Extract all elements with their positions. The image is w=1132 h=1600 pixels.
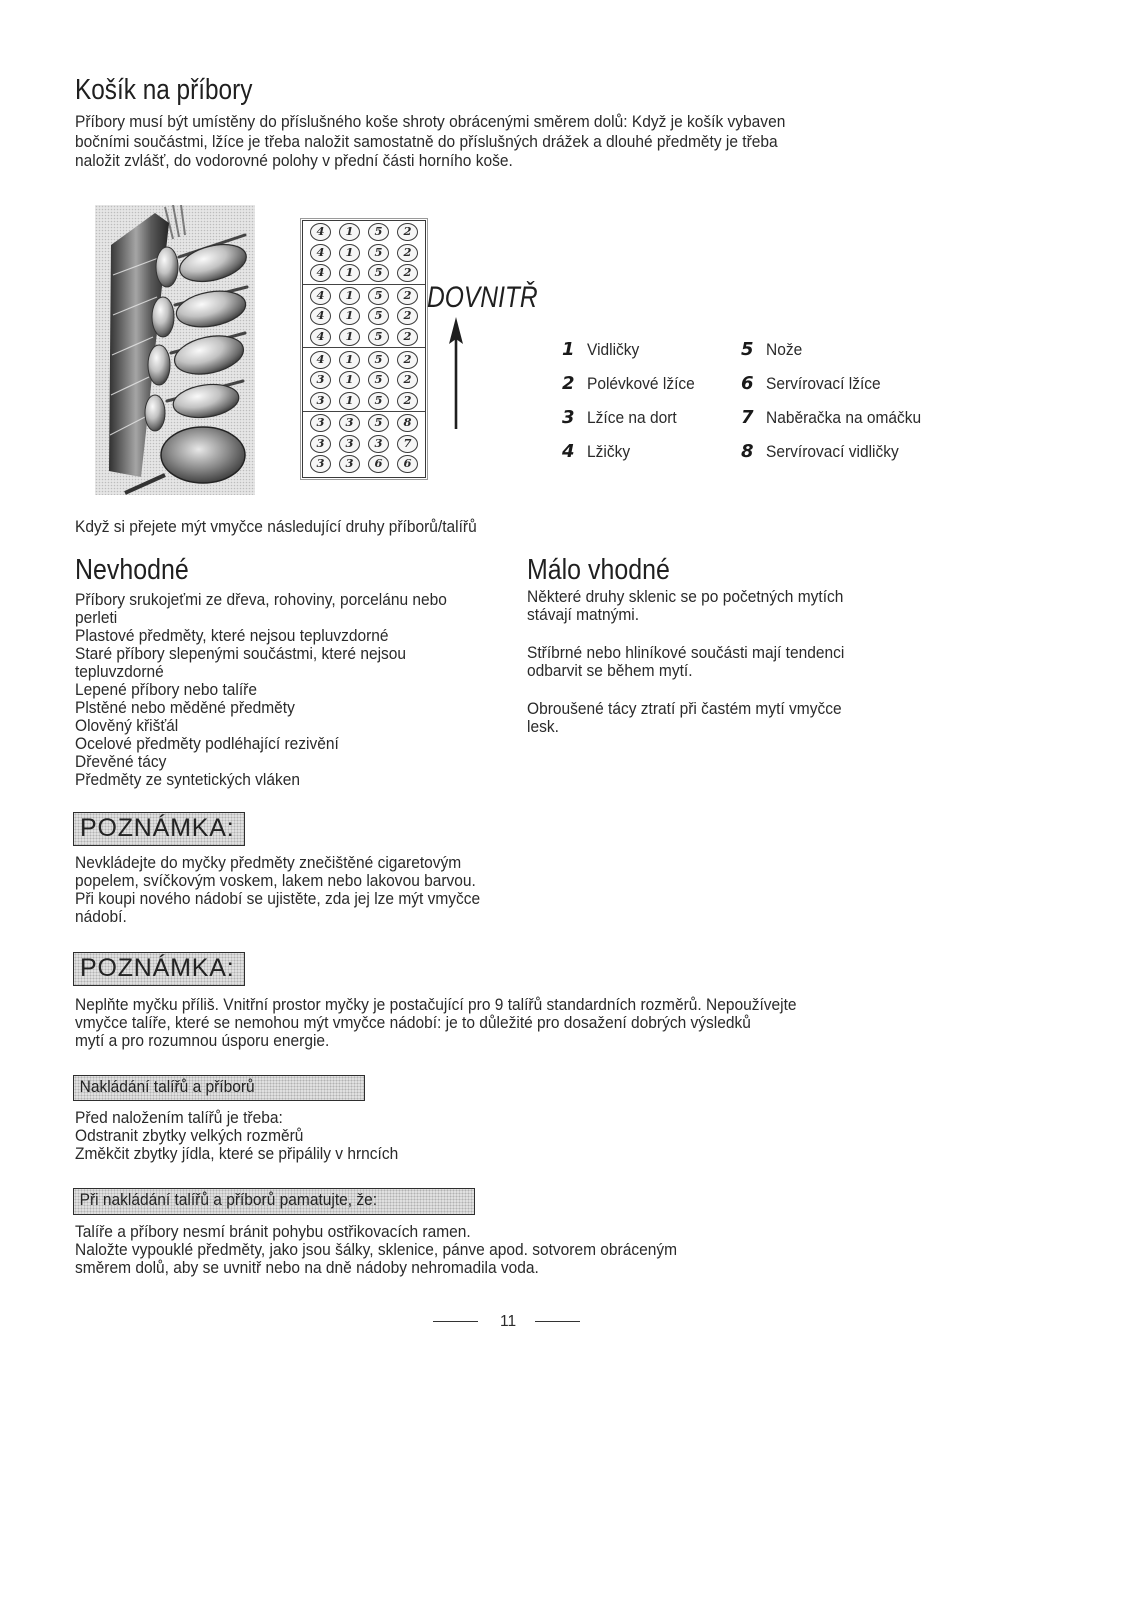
page-number-rule-right <box>535 1321 580 1322</box>
slot-number: 1 <box>339 392 360 410</box>
note-label: POZNÁMKA: <box>80 954 235 982</box>
note-line: Neplňte myčku příliš. Vnitřní prostor myčky je postačující pro 9 talířů standardních rozměrů. Nepoužívejte <box>75 996 797 1014</box>
slot-number: 5 <box>368 371 389 389</box>
intro-line: naložit zvlášť, do vodorovné polohy v přední části horního koše. <box>75 152 513 170</box>
cutlery-basket-photo <box>95 205 255 495</box>
slot-number: 3 <box>368 435 389 453</box>
slot-number: 3 <box>310 371 331 389</box>
legend-item <box>741 441 916 475</box>
note-line: popelem, svíčkovým voskem, lakem nebo lakovou barvou. <box>75 872 476 890</box>
grid-section <box>303 348 425 412</box>
slot-number: 2 <box>397 307 418 325</box>
grid-row <box>303 434 425 455</box>
slot-number: 4 <box>310 264 331 282</box>
unsuitable-list <box>75 591 447 789</box>
slot-number: 1 <box>339 328 360 346</box>
slot-number: 3 <box>310 455 331 473</box>
text-line: Obroušené tácy ztratí při častém mytí vmyčce <box>527 700 842 718</box>
slot-number: 4 <box>310 223 331 241</box>
legend-item <box>741 339 916 373</box>
text-line: Změkčit zbytky jídla, které se připálily v hrncích <box>75 1145 399 1163</box>
slot-number: 3 <box>339 435 360 453</box>
grid-row <box>303 349 425 370</box>
slot-number: 3 <box>310 392 331 410</box>
slot-number: 6 <box>368 455 389 473</box>
legend-item <box>562 441 737 475</box>
section-label-box <box>73 1188 475 1215</box>
unsuitable-item: perleti <box>75 609 118 627</box>
text-line: Stříbrné nebo hliníkové součásti mají tendenci <box>527 644 845 662</box>
legend-item <box>562 373 737 407</box>
slot-number: 4 <box>310 287 331 305</box>
grid-section <box>303 285 425 349</box>
less-suitable-paragraph <box>527 644 844 680</box>
text-line: Některé druhy sklenic se po početných mytích <box>527 588 844 606</box>
unsuitable-item: Lepené příbory nebo talíře <box>75 681 257 699</box>
legend-item <box>741 373 916 407</box>
text-line: Naložte vypouklé předměty, jako jsou šálky, sklenice, pánve apod. sotvorem obráceným <box>75 1241 678 1259</box>
slot-number: 1 <box>339 351 360 369</box>
unsuitable-item: Předměty ze syntetických vláken <box>75 771 300 789</box>
slot-number: 2 <box>397 392 418 410</box>
slot-number: 5 <box>368 264 389 282</box>
grid-row <box>303 370 425 391</box>
cutlery-basket-illustration <box>95 205 255 495</box>
unsuitable-item: tepluvzdorné <box>75 663 164 681</box>
slot-number: 3 <box>339 455 360 473</box>
legend-number: 8 <box>741 441 754 462</box>
slot-number: 1 <box>339 371 360 389</box>
slot-number: 2 <box>397 328 418 346</box>
legend-number: 2 <box>562 373 575 394</box>
slot-number: 1 <box>339 264 360 282</box>
note-label-box <box>73 952 245 986</box>
legend-item <box>562 407 737 441</box>
text-line: stávají matnými. <box>527 606 640 624</box>
slot-number: 4 <box>310 244 331 262</box>
unsuitable-heading: Nevhodné <box>75 554 189 586</box>
legend-item <box>741 407 922 441</box>
legend-label: Lžičky <box>587 443 631 461</box>
note-label: POZNÁMKA: <box>80 814 235 842</box>
legend-label: Lžíce na dort <box>587 409 677 427</box>
legend-number: 7 <box>741 407 754 428</box>
slot-number: 1 <box>339 244 360 262</box>
section-label: Při nakládání talířů a příborů pamatujte, že: <box>79 1191 378 1209</box>
less-suitable-text <box>527 588 844 756</box>
legend-label: Servírovací lžíce <box>766 375 881 393</box>
slot-number: 5 <box>368 223 389 241</box>
slot-number: 5 <box>368 392 389 410</box>
grid-row <box>303 286 425 307</box>
loading-text <box>75 1109 398 1163</box>
text-line: lesk. <box>527 718 559 736</box>
text-line: Před naložením talířů je třeba: <box>75 1109 283 1127</box>
slot-number: 2 <box>397 371 418 389</box>
unsuitable-item: Dřevěné tácy <box>75 753 167 771</box>
less-suitable-paragraph <box>527 588 844 624</box>
unsuitable-item: Plstěné nebo měděné předměty <box>75 699 295 717</box>
slot-number: 3 <box>339 414 360 432</box>
legend-label: Naběračka na omáčku <box>766 409 922 427</box>
grid-row <box>303 263 425 284</box>
legend-column-left <box>562 339 737 475</box>
grid-row <box>303 306 425 327</box>
note-label-box <box>73 812 245 846</box>
slot-number: 1 <box>339 223 360 241</box>
legend-column-right <box>741 339 922 475</box>
slot-number: 5 <box>368 287 389 305</box>
slot-number: 1 <box>339 287 360 305</box>
legend-label: Polévkové lžíce <box>587 375 695 393</box>
slot-number: 7 <box>397 435 418 453</box>
legend-number: 4 <box>562 441 575 462</box>
grid-row <box>303 390 425 411</box>
grid-section <box>303 221 425 285</box>
slot-number: 2 <box>397 244 418 262</box>
note-line: mytí a pro rozumnou úsporu energie. <box>75 1032 330 1050</box>
note-text <box>75 996 797 1050</box>
grid-section <box>303 412 425 476</box>
remember-text <box>75 1223 677 1277</box>
legend-number: 1 <box>562 339 575 360</box>
text-line: odbarvit se během mytí. <box>527 662 693 680</box>
unsuitable-item: Staré příbory slepenými součástmi, které nejsou <box>75 645 407 663</box>
unsuitable-item: Ocelové předměty podléhající rezivění <box>75 735 339 753</box>
grid-row <box>303 222 425 243</box>
slot-number: 3 <box>310 435 331 453</box>
inside-direction-label: DOVNITŘ <box>427 281 538 314</box>
cutlery-layout-diagram <box>302 220 426 478</box>
unsuitable-item: Plastové předměty, které nejsou tepluvzdorné <box>75 627 389 645</box>
legend-label: Nože <box>766 341 803 359</box>
slot-number: 5 <box>368 414 389 432</box>
ladle-bowl <box>161 427 245 483</box>
legend-item <box>562 339 737 373</box>
slot-number: 5 <box>368 351 389 369</box>
intro-paragraph <box>75 113 785 172</box>
slot-number: 2 <box>397 264 418 282</box>
legend-number: 3 <box>562 407 575 428</box>
legend-label: Vidličky <box>587 341 640 359</box>
unsuitable-item: Olověný křišťál <box>75 717 179 735</box>
slot-number: 5 <box>368 244 389 262</box>
text-line: Talíře a příbory nesmí bránit pohybu ostřikovacích ramen. <box>75 1223 471 1241</box>
legend-number: 6 <box>741 373 754 394</box>
note-line: vmyčce talíře, které se nemohou mýt vmyčce nádobí: je to důležité pro dosažení dobrých výsledků <box>75 1014 751 1032</box>
slot-number: 5 <box>368 307 389 325</box>
slot-number: 4 <box>310 328 331 346</box>
grid-row <box>303 327 425 348</box>
arrow-up-icon <box>446 317 466 429</box>
unsuitable-item: Příbory srukojeťmi ze dřeva, rohoviny, porcelánu nebo <box>75 591 447 609</box>
slot-number: 5 <box>368 328 389 346</box>
note-text <box>75 854 480 926</box>
page-number-rule-left <box>433 1321 478 1322</box>
less-suitable-heading: Málo vhodné <box>527 554 670 586</box>
slot-number: 4 <box>310 351 331 369</box>
lead-sentence: Když si přejete mýt vmyčce následující druhy příborů/talířů <box>75 518 477 536</box>
legend-number: 5 <box>741 339 754 360</box>
slot-number: 4 <box>310 307 331 325</box>
section-label-box <box>73 1075 365 1101</box>
note-line: nádobí. <box>75 908 127 926</box>
section-label: Nakládání talířů a příborů <box>79 1078 255 1096</box>
note-line: Nevkládejte do myčky předměty znečištěné cigaretovým <box>75 854 462 872</box>
slot-number: 2 <box>397 223 418 241</box>
note-line: Při koupi nového nádobí se ujistěte, zda jej lze mýt vmyčce <box>75 890 481 908</box>
text-line: Odstranit zbytky velkých rozměrů <box>75 1127 304 1145</box>
legend-label: Servírovací vidličky <box>766 443 899 461</box>
slot-number: 2 <box>397 351 418 369</box>
slot-number: 1 <box>339 307 360 325</box>
intro-line: bočními součástmi, lžíce je třeba naložit samostatně do příslušných drážek a dlouhé předměty je třeba <box>75 132 778 151</box>
less-suitable-paragraph <box>527 700 844 736</box>
intro-line: Příbory musí být umístěny do příslušného koše shroty obrácenými směrem dolů: Když je košík vybaven <box>75 113 786 131</box>
slot-number: 8 <box>397 414 418 432</box>
slot-number: 6 <box>397 455 418 473</box>
page-number: 11 <box>500 1313 517 1330</box>
slot-number: 3 <box>310 414 331 432</box>
grid-row <box>303 243 425 264</box>
slot-number: 2 <box>397 287 418 305</box>
page-title: Košík na příbory <box>75 74 253 106</box>
grid-row <box>303 413 425 434</box>
grid-row <box>303 454 425 475</box>
text-line: směrem dolů, aby se uvnitř nebo na dně nádoby nehromadila voda. <box>75 1259 539 1277</box>
